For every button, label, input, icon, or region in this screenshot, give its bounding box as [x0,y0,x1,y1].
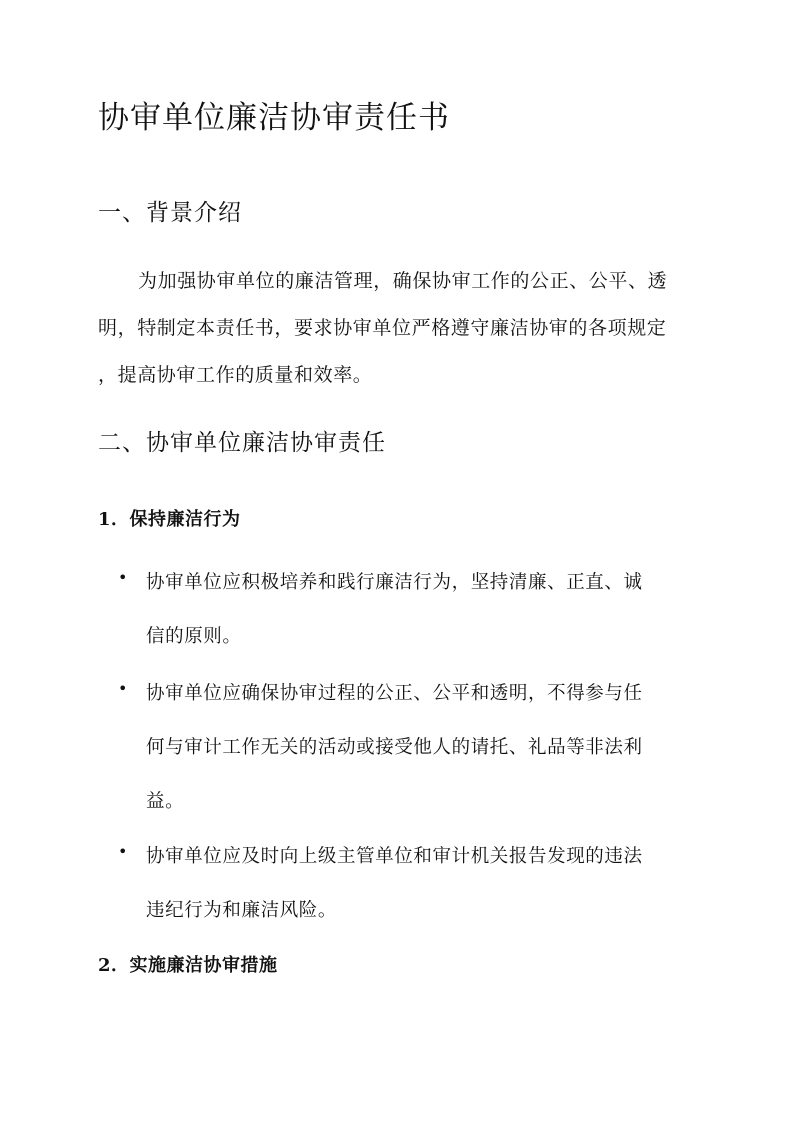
section-heading-background: 一、背景介绍 [98,200,242,226]
list-item-line: 协审单位应及时向上级主管单位和审计机关报告发现的违法 [146,846,643,867]
list-item-text [146,830,706,938]
paragraph-line: 为加强协审单位的廉洁管理，确保协审工作的公正、公平、透 [138,270,668,292]
list-item-line: 何与审计工作无关的活动或接受他人的请托、礼品等非法利 [146,737,643,758]
list-item-line: 协审单位应确保协审过程的公正、公平和透明，不得参与任 [146,683,643,704]
subheading-maintain-integrity: 1．保持廉洁行为 [98,509,241,530]
background-paragraph [98,258,704,399]
paragraph-line: 明，特制定本责任书，要求协审单位严格遵守廉洁协审的各项规定 [98,317,667,339]
list-item-line: 违纪行为和廉洁风险。 [146,900,338,921]
bullet-icon: • [118,842,128,861]
list-item-line: 信的原则。 [146,626,242,647]
list-item-line: 协审单位应积极培养和践行廉洁行为，坚持清廉、正直、诚 [146,572,643,593]
list-item-text [146,556,706,664]
section-heading-responsibilities: 二、协审单位廉洁协审责任 [98,430,386,456]
document-title: 协审单位廉洁协审责任书 [98,100,450,136]
bullet-icon: • [118,568,128,587]
list-item-text [146,667,706,829]
paragraph-line: ，提高协审工作的质量和效率。 [98,364,373,386]
subheading-implement-measures: 2．实施廉洁协审措施 [98,955,278,976]
bullet-icon: • [118,679,128,698]
list-item-line: 益。 [146,791,185,812]
